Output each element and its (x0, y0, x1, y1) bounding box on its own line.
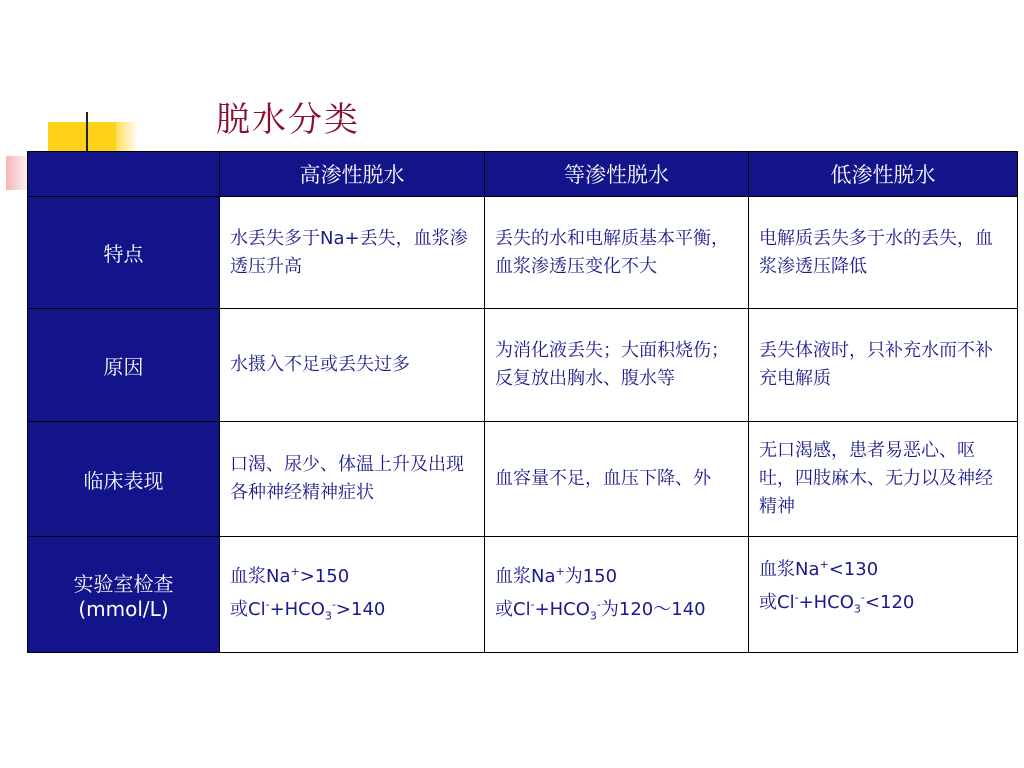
table-cell: 水摄入不足或丢失过多 (220, 309, 485, 422)
row-label-lab (28, 537, 220, 653)
lab-cl-line: 或$Cl^-+HCO_3^->140$ (230, 598, 386, 623)
decorative-yellow-fade (108, 122, 138, 152)
row-label-lab-text: 实验室检查 (73, 572, 174, 596)
row-label-features: 特点 (28, 197, 220, 309)
lab-na-line: 血浆Na+为150 (495, 565, 618, 588)
lab-cell-hypertonic (220, 537, 485, 653)
lab-cl-line: 或$Cl^-+HCO_3^-<120$ (759, 591, 915, 616)
table-cell: 血容量不足，血压下降、外 (485, 422, 749, 537)
table-cell: 为消化液丢失；大面积烧伤；反复放出胸水、腹水等 (485, 309, 749, 422)
table-cell: 水丢失多于Na+丢失，血浆渗透压升高 (220, 197, 485, 309)
header-hypotonic: 低渗性脱水 (749, 152, 1018, 197)
header-isotonic: 等渗性脱水 (485, 152, 749, 197)
lab-cell-isotonic (485, 537, 749, 653)
table-row (28, 197, 1018, 309)
row-label-causes: 原因 (28, 309, 220, 422)
slide-title: 脱水分类 (216, 100, 360, 140)
decorative-vertical-line (86, 112, 88, 152)
header-corner (28, 152, 220, 197)
row-label-clinical: 临床表现 (28, 422, 220, 537)
table-cell: 丢失的水和电解质基本平衡，血浆渗透压变化不大 (485, 197, 749, 309)
table-cell: 口渴、尿少、体温上升及出现各种神经精神症状 (220, 422, 485, 537)
table-header-row (28, 152, 1018, 197)
table-cell: 电解质丢失多于水的丢失，血浆渗透压降低 (749, 197, 1018, 309)
lab-cl-line: 或$Cl^-+HCO_3^-$为120～140 (495, 598, 706, 623)
dehydration-table (27, 151, 1018, 653)
row-label-lab-unit: (mmol/L) (78, 597, 169, 621)
lab-na-line: 血浆Na+>150 (230, 565, 350, 588)
decorative-yellow-bar (48, 122, 116, 152)
table-cell: 丢失体液时，只补充水而不补充电解质 (749, 309, 1018, 422)
table-row (28, 537, 1018, 653)
lab-cell-hypotonic (749, 537, 1018, 653)
table-row (28, 309, 1018, 422)
table-cell: 无口渴感，患者易恶心、呕吐，四肢麻木、无力以及神经精神 (749, 422, 1018, 537)
table-row (28, 422, 1018, 537)
header-hypertonic: 高渗性脱水 (220, 152, 485, 197)
lab-na-line: 血浆Na+<130 (759, 558, 879, 580)
